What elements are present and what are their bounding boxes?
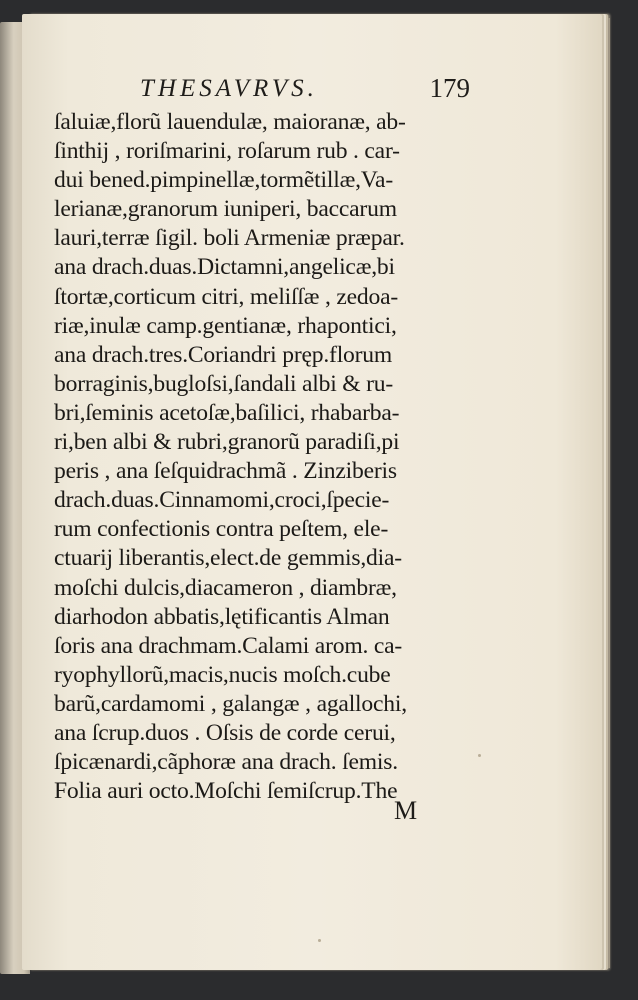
text-line: dui bened.pimpinellæ,tormẽtillæ,Va- xyxy=(54,167,393,194)
text-line: riæ,inulæ camp.gentianæ, rhapontici, xyxy=(54,312,397,339)
signature-mark: M xyxy=(394,796,418,825)
text-line: lerianæ,granorum iuniperi, baccarum xyxy=(54,196,397,223)
text-line: ſoris ana drachmam.Calami arom. ca- xyxy=(54,632,403,659)
text-line: ſpicænardi,cãphoræ ana drach. ſemis. xyxy=(54,749,398,776)
text-line: lauri,terræ ſigil. boli Armeniæ præpar. xyxy=(54,225,405,252)
running-head xyxy=(140,73,470,107)
text-line: ana drach.tres.Coriandri pręp.florum xyxy=(54,341,393,368)
text-line: ri,ben albi & rubri,granorũ paradiſi,pi xyxy=(54,429,400,456)
text-line: barũ,cardamomi , galangæ , agallochi, xyxy=(54,690,407,717)
paper-speck xyxy=(318,939,321,942)
text-line: peris , ana ſeſquidrachmã . Zinziberis xyxy=(54,458,397,485)
text-line: bri,ſeminis acetoſæ,baſilici, rhabarba- xyxy=(54,399,400,426)
paper-speck xyxy=(478,754,481,757)
text-line: Folia auri octo.Moſchi ſemiſcrup.The xyxy=(54,778,398,805)
text-line: drach.duas.Cinnamomi,croci,ſpecie- xyxy=(54,487,390,514)
text-line: ryophyllorũ,macis,nucis moſch.cube xyxy=(54,661,391,688)
text-line: ſtortæ,corticum citri, meliſſæ , zedoa- xyxy=(54,283,399,310)
text-line: ana drach.duas.Dictamni,angelicæ,bi xyxy=(54,254,395,281)
text-line: borraginis,bugloſsi,ſandali albi & ru- xyxy=(54,370,394,397)
text-line: rum confectionis contra peſtem, ele- xyxy=(54,516,389,543)
text-line: ſaluiæ,florũ lauendulæ, maioranæ, ab- xyxy=(54,109,406,135)
text-line: ctuarij liberantis,elect.de gemmis,dia- xyxy=(54,545,402,572)
running-head-title: THESAVRVS. xyxy=(140,75,318,102)
page-number: 179 xyxy=(429,73,470,103)
text-line: diarhodon abbatis,lętificantis Alman xyxy=(54,603,390,630)
text-line: moſchi dulcis,diacameron , diambræ, xyxy=(54,574,397,601)
text-line: ſinthij , roriſmarini, roſarum rub . car- xyxy=(54,138,400,165)
text-line: ana ſcrup.duos . Oſsis de corde cerui, xyxy=(54,719,396,746)
body-text xyxy=(54,108,472,806)
